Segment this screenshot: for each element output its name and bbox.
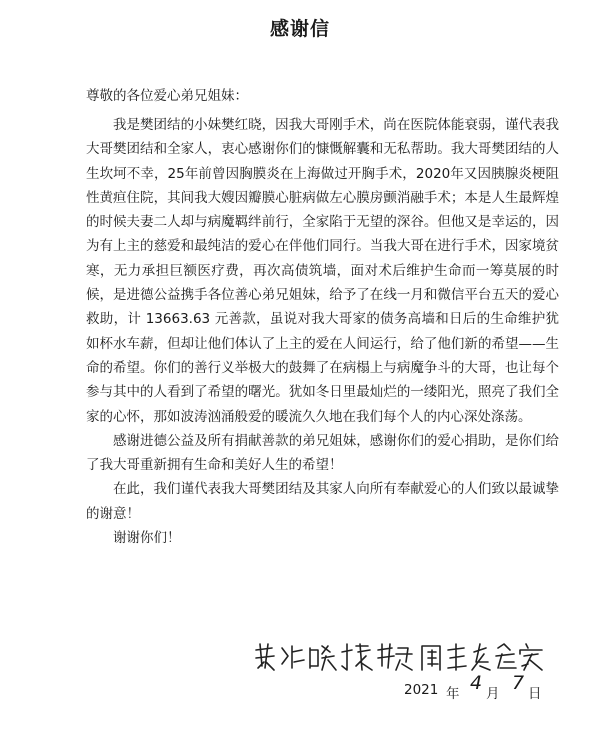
letter-title: 感谢信 (269, 18, 330, 40)
date-month: 4 (470, 672, 483, 694)
date-day: 7 (512, 672, 525, 694)
date-month-unit: 月 (486, 686, 500, 702)
letter-salutation: 尊敬的各位爱心弟兄姐妹： (86, 88, 248, 104)
date-year: 2021 (404, 682, 439, 698)
paragraph: 在此，我们谨代表我大哥樊团结及其家人向所有奉献爱心的人们致以最诚挚的谢意！ (86, 481, 559, 522)
letter-body (86, 113, 559, 550)
date-day-unit: 日 (528, 686, 542, 702)
date-year-unit: 年 (446, 686, 460, 702)
letter-date (392, 672, 562, 706)
paragraph: 我是樊团结的小妹樊红晓，因我大哥刚手术，尚在医院体能衰弱，谨代表我大哥樊团结和全家人，衷心感谢你们的慷慨解囊和无私帮助。我大哥樊团结的人生坎坷不幸，25年前曾因胸膜炎在上海做过开胸手术，2020年又因胰腺炎梗阻性黄疸住院，其间我大嫂因瓣膜心脏病做左心膜房颤消融手术；本是人生最辉煌的时候夫妻二人却与病魔羁绊前行，全家陷于无望的深谷。但他又是幸运的，因为有上主的慈爱和最纯洁的爱心在伴他们同行。当我大哥在进行手术，因家境贫寒，无力承担巨额医疗费，再次高债筑墙，面对术后维护生命而一筹莫展的时候，是进德公益携手各位善心弟兄姐妹，给予了在线一月和微信平台五天的爱心救助，计 13663.63 元善款，虽说对我大哥家的债务高墙和日后的生命维护犹如杯水车薪，但却让他们体认了上主的爱在人间运行，给了他们新的希望——生命的希望。你们的善行义举极大的鼓舞了在病榻上与病魔争斗的大哥，也让每个参与其中的人看到了希望的曙光。犹如冬日里最灿烂的一缕阳光，照亮了我们全家的心怀，那如波涛汹涌般爱的暖流久久地在我们每个人的内心深处涤荡。 (86, 117, 559, 425)
handwritten-signature (252, 640, 552, 676)
paragraph: 谢谢你们！ (113, 530, 181, 547)
paragraph: 感谢进德公益及所有捐献善款的弟兄姐妹，感谢你们的爱心捐助，是你们给了我大哥重新拥有生命和美好人生的希望！ (86, 432, 559, 474)
